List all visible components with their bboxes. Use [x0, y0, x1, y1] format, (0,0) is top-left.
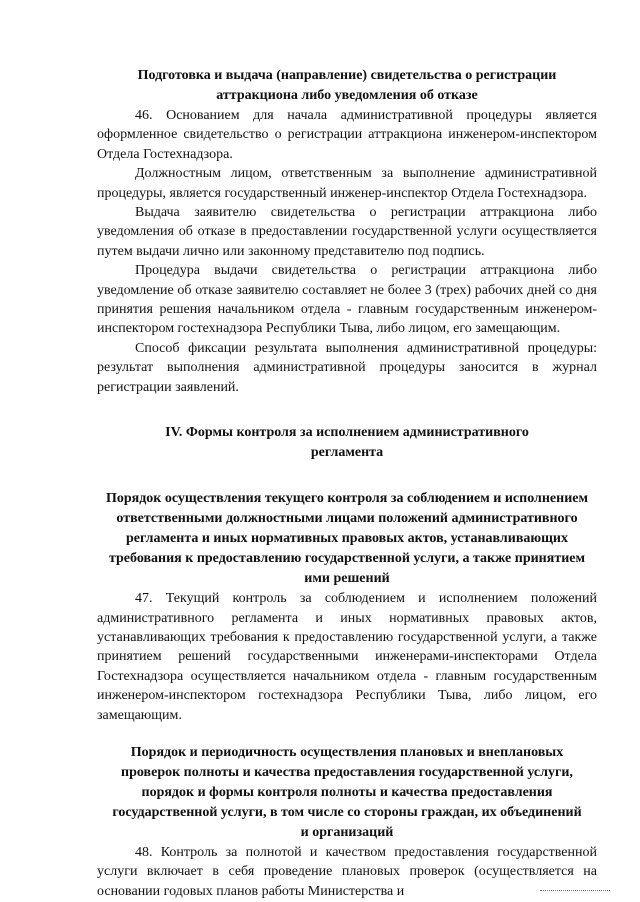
scan-edge-mark — [540, 890, 610, 893]
paragraph-47: 47. Текущий контроль за соблюдением и исполнением положений административного регламента и иных нормативных правовых актов, устанавливающих требования к предоставлению государственной услуги, а также принятием решений государственными инженерами-инспекторами Отдела Гостехнадзора осуществляется начальником отдела - главным государственным инженером-инспектором гостехнадзора Республики Тыва, либо лицом, его замещающим. — [97, 591, 597, 723]
paragraph-46: 46. Основанием для начала административной процедуры является оформленное свидетельство о регистрации аттракциона инженером-инспектором Отдела Гостехнадзора. — [97, 108, 597, 162]
section-heading-delivery: Подготовка и выдача (направление) свидетельства о регистрации аттракциона либо уведомления об отказе — [137, 68, 557, 103]
document-page — [97, 66, 597, 901]
section-heading-inspections: Порядок и периодичность осуществления плановых и внеплановых проверок полноты и качества предоставления государственной услуги, порядок и формы контроля полноты и качества предоставления государственной услуги, в том числе со стороны граждан, их объединений и организаций — [112, 744, 582, 840]
spacer — [97, 725, 597, 743]
paragraph-procedure-term: Процедура выдачи свидетельства о регистрации аттракциона либо уведомление об отказе заявителю составляет не более 3 (трех) рабочих дней со дня принятия решения начальником отдела - главным государственным инженером-инспектором гостехнадзора Республики Тыва, либо лицом, его замещающим. — [97, 263, 597, 337]
paragraph-responsible-official: Должностным лицом, ответственным за выполнение административной процедуры, является государственный инженер-инспектор Отдела Гостехнадзора. — [97, 166, 597, 201]
paragraph-result-fixation: Способ фиксации результата выполнения административной процедуры: результат выполнения административной процедуры заносится в журнал регистрации заявлений. — [97, 340, 597, 395]
section-heading-iv: IV. Формы контроля за исполнением административного регламента — [165, 425, 529, 461]
spacer — [97, 463, 597, 489]
paragraph-issuance: Выдача заявителю свидетельства о регистрации аттракциона либо уведомления об отказе в предоставлении государственной услуги осуществляется путем выдачи лично или законному представителю под подпись. — [97, 205, 597, 259]
section-heading-current-control: Порядок осуществления текущего контроля за соблюдением и исполнением ответственными должностными лицами положений административного регламента и иных нормативных правовых актов, устанавливающих требования к предоставлению государственной услуги, а также принятием ими решений — [105, 491, 589, 587]
paragraph-48: 48. Контроль за полнотой и качеством предоставления государственной услуги включает в себя проведение плановых проверок (осуществляется на основании годовых планов работы Министерства и — [97, 844, 597, 899]
spacer — [97, 397, 597, 423]
